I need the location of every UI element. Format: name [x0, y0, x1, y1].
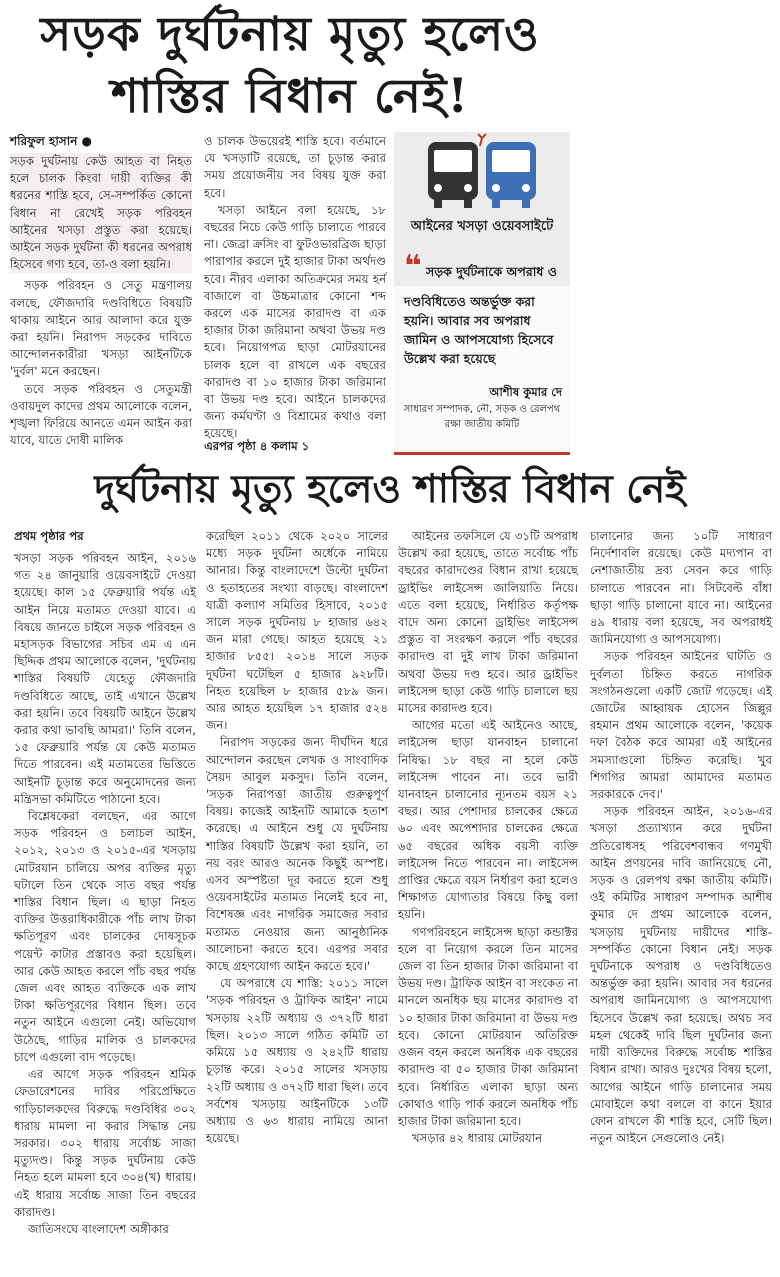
paragraph: সড়ক পরিবহন ও সেতু মন্ত্রণালয় বলছে, ফৌজদারি দণ্ডবিধিতে বিষয়টি থাকায় আইনে আর আলাদা করে যুক্ত করা হয়নি। নিরাপদ সড়কের দাবিতে আন্দোলনকারীরা খসড়া আইনটিকে 'দুর্বল' মনে করছেন।: [10, 278, 192, 379]
byline: শরিফুল হাসান ●: [10, 134, 93, 148]
paragraph: নিরাপদ সড়কের জন্য দীর্ঘদিন ধরে আন্দোলন করছেন লেখক ও সাংবাদিক সৈয়দ আবুল মকসুদ। তিনি বলেন, 'সড়ক নিরাপত্তা জাতীয় গুরুত্বপূর্ণ বিষয়। কাজেই আইনটি আমাকে হতাশ করেছে। এ আইনে শুধু যে দুর্ঘটনায় শাস্তির বিষয়টি উল্লেখ করা হয়নি, তা নয় বরং আরও অনেক কিছুই অস্পষ্ট। এসব অস্পষ্টতা দূর করতে হলে শুধু ওয়েবসাইটের মতামত নিলেই হবে না, বিশেষজ্ঞ এবং নাগরিক সমাজের সবার মতামত নেওয়ার জন্য আনুষ্ঠানিক আলোচনা করতে হবে। এরপর সবার কাছে গ্রহণযোগ্য আইন করতে হবে।': [206, 735, 388, 974]
paragraph: আইনের তফসিলে যে ৩১টি অপরাধ উল্লেখ করা হয়েছে, তাতে সর্বোচ্চ পাঁচ বছরের কারাদণ্ডের বিধান রাখা হয়েছে ড্রাইভিং লাইসেন্স জালিয়াতি নিয়ে। এতে বলা হয়েছে, নির্ধারিত কর্তৃপক্ষ বাদে অন্য কোনো ড্রাইভিং লাইসেন্স প্রস্তুত বা সংরক্ষণ করলে পাঁচ বছরের কারাদণ্ড বা দুই লাখ টাকা জরিমানা অথবা উভয় দণ্ড হবে। আর ড্রাইভিং লাইসেন্স ছাড়া কেউ গাড়ি চালালে ছয় মাসের কারাদণ্ড হবে।: [398, 529, 578, 716]
continuation-column-4: [590, 528, 772, 1147]
quote-mark-icon: ❝: [404, 249, 422, 284]
sidebar-quote-body: দণ্ডবিধিতেও অন্তর্ভুক্ত করা হয়নি। আবার সব অপরাধ জামিন ও আপসযোগ্য হিসেবে উল্লেখ করা হয়েছে: [404, 294, 554, 366]
continuation-headline: দুর্ঘটনায় মৃত্যু হলেও শাস্তির বিধান নেই: [94, 466, 686, 512]
sidebar-person-role: সাধারণ সম্পাদক, নৌ, সড়ক ও রেলপথ রক্ষা জাতীয় কমিটি: [403, 404, 561, 430]
top-column-1: [10, 153, 192, 449]
bus-icon-blue: [486, 142, 536, 208]
paragraph: জাতিসংঘে বাংলাদেশ অঙ্গীকার: [28, 1221, 169, 1236]
continuation-column-3: [398, 528, 578, 1147]
quote-sidebar: [394, 132, 570, 455]
paragraph: খসড়ার ৪২ ধারায় মোটরযান: [412, 1131, 542, 1146]
sidebar-graphic: [394, 132, 570, 286]
paragraph: ও চালক উভয়েরই শাস্তি হবে। বর্তমানে যে খসড়াটি রয়েছে, তা চূড়ান্ত করার সময় প্রয়োজনীয় সব বিষয় যুক্ত করা হবে।: [204, 134, 386, 200]
paragraph: করেছিল ২০১১ থেকে ২০২০ সালের মধ্যে সড়ক দুর্ঘটনা অর্ধেকে নামিয়ে আনার। কিন্তু বাংলাদেশে উল্টো দুর্ঘটনা ও হতাহতের সংখ্যা বাড়ছে। বাংলাদেশ যাত্রী কল্যাণ সমিতির হিসাবে, ২০১৫ সালে সড়ক দুর্ঘটনায় ৮ হাজার ৬৪২ জন মারা গেছে। আহত হয়েছে ২১ হাজার ৮৫৫। ২০১৪ সালে সড়ক দুর্ঘটনা ঘটেছিল ৫ হাজার ৯২৮টি। নিহত হয়েছিল ৮ হাজার ৫৮৯ জন। আর আহত হয়েছিল ১৭ হাজার ৫২৪ জন।: [206, 529, 388, 733]
bus-icon-dark: [428, 142, 478, 208]
paragraph: এর আগে সড়ক পরিবহন শ্রমিক ফেডারেশনের দাবির পরিপ্রেক্ষিতে গাড়িচালকদের বিরুদ্ধে দণ্ডবিধির ৩০২ ধারায় মামলা না করার সিদ্ধান্ত নেয় সরকার। ৩০২ ধারায় সর্বোচ্চ সাজা মৃত্যুদণ্ড। কিন্তু সড়ক দুর্ঘটনায় কেউ নিহত হলে মামলা হবে ৩০৪(খ) ধারায়। এই ধারায় সর্বোচ্চ সাজা তিন বছরের কারাদণ্ড।: [14, 1067, 196, 1219]
paragraph: যে অপরাধে যে শাস্তি: ২০১১ সালে 'সড়ক পরিবহন ও ট্রাফিক আইন' নামে খসড়ায় ২২টি অধ্যায় ও ৩৭২টি ধারা ছিল। ২০১৩ সালে গঠিত কমিটি তা কমিয়ে ১৫ অধ্যায় ও ২৪২টি ধারায় চূড়ান্ত করে। ২০১৫ সালের খসড়ায় ২২টি অধ্যায় ও ৩৭২টি ধারা ছিল। তবে সর্বশেষ খসড়ায় আইনটিকে ১৩টি অধ্যায় ও ৬৩ ধারায় নামিয়ে আনা হয়েছে।: [206, 976, 388, 1146]
paragraph: খসড়া আইনে বলা হয়েছে, ১৮ বছরের নিচে কেউ গাড়ি চালাতে পারবে না। জেব্রা ক্রসিং বা ফুটওভারব্রিজ ছাড়া পারাপার করলে দুই হাজার টাকা অর্থদণ্ড হবে। নীরব এলাকা অতিক্রমের সময় হর্ন বাজালে বা উচ্চমাত্রার কোনো শব্দ করলে এক মাসের কারাদণ্ড বা এক হাজার টাকা জরিমানা অথবা উভয় দণ্ড হবে। নিয়োগপত্র ছাড়া মোটরযানের চালক হলে বা রাখলে এক বছরের কারাদণ্ড বা ১০ হাজার টাকা জরিমানা বা উভয় দণ্ড হবে। আইনে চালকদের জন্য কর্মঘণ্টা ও বিশ্রামের কথাও বলা হয়েছে।: [204, 202, 386, 441]
paragraph: খসড়া সড়ক পরিবহন আইন, ২০১৬ গত ২৪ জানুয়ারি ওয়েবসাইটে দেওয়া হয়েছে। কাল ১৫ ফেব্রুয়ারি পর্যন্ত এই আইন নিয়ে মতামত দেওয়া যাবে। এ বিষয়ে জানতে চাইলে সড়ক পরিবহন ও মহাসড়ক বিভাগের সচিব এম এ এন ছিদ্দিক প্রথম আলোকে বলেন, 'দুর্ঘটনায় শাস্তির বিষয়টি যেহেতু ফৌজদারি দণ্ডবিধিতে আছে, তাই এখানে উল্লেখ করা হয়নি। তবে বিষয়টি আইনে উল্লেখ করার কথা ভাবছি আমরা।' তিনি বলেন, ১৫ ফেব্রুয়ারি পর্যন্ত যে কেউ মতামত দিতে পারবেন। এই মতামতের ভিত্তিতে আইনটি চূড়ান্ত করে অনুমোদনের জন্য মন্ত্রিসভা কমিটিতে পাঠানো হবে।: [14, 551, 196, 806]
paragraph: সড়ক পরিবহন আইনের ঘাটতি ও দুর্বলতা চিহ্নিত করতে নাগরিক সংগঠনগুলো একটি জোট গড়েছে। এই জোটের আহ্বায়ক হোসেন জিল্লুর রহমান প্রথম আলোকে বলেন, 'কয়েক দফা বৈঠক করে আমরা এই আইনের সমস্যাগুলো চিহ্নিত করেছি। খুব শিগগির আমরা আমাদের মতামত সরকারকে দেব।': [590, 649, 772, 802]
sidebar-person-name: আশীষ কুমার দে: [489, 385, 562, 399]
continued-note: এরপর পৃষ্ঠা ৪ কলাম ১: [204, 439, 310, 453]
bus-graphic: [394, 132, 570, 218]
paragraph: তবে সড়ক পরিবহন ও সেতুমন্ত্রী ওবায়দুল কাদের প্রথম আলোকে বলেন, শৃঙ্খলা ফিরিয়ে আনতে এমন আইন করা যাবে, যাতে দোষী মালিক: [10, 381, 192, 448]
continued-from: প্রথম পৃষ্ঠার পর: [14, 529, 84, 543]
sidebar-quote-start: [404, 249, 564, 284]
top-column-2: [204, 133, 386, 443]
paragraph: সড়ক পরিবহন আইন, ২০১৬-এর খসড়া প্রত্যাখ্যান করে দুর্ঘটনা প্রতিরোধসহ পরিবেশবান্ধব গণমুখী আইন প্রণয়নের দাবি জানিয়েছে নৌ, সড়ক ও রেলপথ রক্ষা জাতীয় কমিটি। ওই কমিটির সাধারণ সম্পাদক আশীষ কুমার দে প্রথম আলোকে বলেন, খসড়ায় দুর্ঘটনায় দায়ীদের শাস্তি-সম্পর্কিত কোনো বিধান নেই। সড়ক দুর্ঘটনাকে অপরাধ ও দণ্ডবিধিতেও অন্তর্ভুক্ত করা হয়নি। আবার সব ধরনের অপরাধ জামিনযোগ্য ও আপসযোগ্য হিসেবে উল্লেখ করা হয়েছে। অথচ সব মহল থেকেই দাবি ছিল দুর্ঘটনার জন্য দায়ী ব্যক্তিদের বিরুদ্ধে সর্বোচ্চ শাস্তির বিধান রাখা। আরও দুঃখের বিষয় হলো, আগের আইনে গাড়ি চালানোর সময় মোবাইলে কথা বললে বা কানে ইয়ার ফোন রাখলে কী শাস্তি হবে, সেটি ছিল। নতুন আইনে সেগুলোও নেই।: [590, 804, 772, 1146]
top-headline: [0, 4, 580, 128]
continuation-column-2: [206, 528, 388, 1147]
continuation-column-1: [14, 550, 196, 1238]
headline-line-2: শাস্তির বিধান নেই!: [110, 69, 470, 124]
headline-line-1: সড়ক দুর্ঘটনায় মৃত্যু হলেও: [40, 7, 540, 62]
paragraph: বিশ্লেষকেরা বলছেন, এর আগে সড়ক পরিবহন ও চলাচল আইন, ২০১২, ২০১৩ ও ২০১৫-এর খসড়ায় মোটরযান চালিয়ে অপর ব্যক্তির মৃত্যু ঘটালে তিন থেকে সাত বছর পর্যন্ত শাস্তির বিধান ছিল। এ ছাড়া নিহত ব্যক্তির উত্তরাধিকারীকে পাঁচ লাখ টাকা ক্ষতিপূরণ এবং চালকের দোষসূচক পয়েন্ট কাটার প্রস্তাবও করা হয়েছিল। আর কেউ আহত করলে পাঁচ বছর পর্যন্ত জেল এবং আহত ব্যক্তিকে এক লাখ টাকা ক্ষতিপূরণের বিধান ছিল। তবে নতুন আইনে এগুলো নেই। অভিযোগ উঠেছে, গাড়ির মালিক ও চালকদের চাপে এগুলো বাদ পড়েছে।: [14, 809, 196, 1064]
sidebar-title: আইনের খসড়া ওয়েবসাইটে: [410, 219, 554, 234]
paragraph: গণপরিবহনে লাইসেন্স ছাড়া কন্ডাক্টর হলে বা নিয়োগ করলে তিন মাসের জেল বা তিন হাজার টাকা জরিমানা বা উভয় দণ্ড। ট্রাফিক আইন বা সংকেত না মানলে অনধিক ছয় মাসের কারাদণ্ড বা ১০ হাজার টাকা জরিমানা বা উভয় দণ্ড হবে। কোনো মোটরযান অতিরিক্ত ওজন বহন করলে অনধিক এক বছরের কারাদণ্ড বা ৫০ হাজার টাকা জরিমানা হবে। নির্ধারিত এলাকা ছাড়া অন্য কোথাও গাড়ি পার্ক করলে অনধিক পাঁচ হাজার টাকা জরিমানা হবে।: [398, 924, 578, 1128]
paragraph: আগের মতো এই আইনেও আছে, লাইসেন্স ছাড়া যানবাহন চালানো নিষিদ্ধ। ১৮ বছর না হলে কেউ লাইসেন্স পাবেন না। তবে ভারী যানবাহন চালানোর ন্যূনতম বয়স ২১ বছর। আর পেশাদার চালকের ক্ষেত্রে ৬০ এবং অপেশাদার চালকের ক্ষেত্রে ৬৫ বছরের অধিক বয়সী ব্যক্তি লাইসেন্স নিতে পারবেন না। লাইসেন্স প্রাপ্তির ক্ষেত্রে বয়স নির্ধারণ করা হলেও শিক্ষাগত যোগ্যতার বিষয়ে কিছু বলা হয়নি।: [398, 718, 578, 922]
paragraph: চালানোর জন্য ১০টি সাধারণ নির্দেশাবলি রয়েছে। কেউ মদ্যপান বা নেশাজাতীয় দ্রব্য সেবন করে গাড়ি চালাতে পারবেন না। সিটবেল্ট বাঁধা ছাড়া গাড়ি চালানো যাবে না। আইনের ৪৯ ধারায় বলা হয়েছে, সব অপরাধই জামিনযোগ্য ও আপসযোগ্য।: [590, 529, 772, 647]
quote-line-1: সড়ক দুর্ঘটনাকে অপরাধ ও: [425, 264, 557, 279]
paragraph: সড়ক দুর্ঘটনায় কেউ আহত বা নিহত হলে চালক কিংবা দায়ী ব্যক্তির কী ধরনের শাস্তি হবে, সে-সম্পর্কিত কোনো বিধান না রেখেই সড়ক পরিবহন আইনের খসড়া প্রস্তুত করা হয়েছে। আইনে সড়ক দুর্ঘটনা কী ধরনের অপরাধ হিসেবে গণ্য হবে, তা-ও বলা হয়নি।: [10, 153, 192, 273]
